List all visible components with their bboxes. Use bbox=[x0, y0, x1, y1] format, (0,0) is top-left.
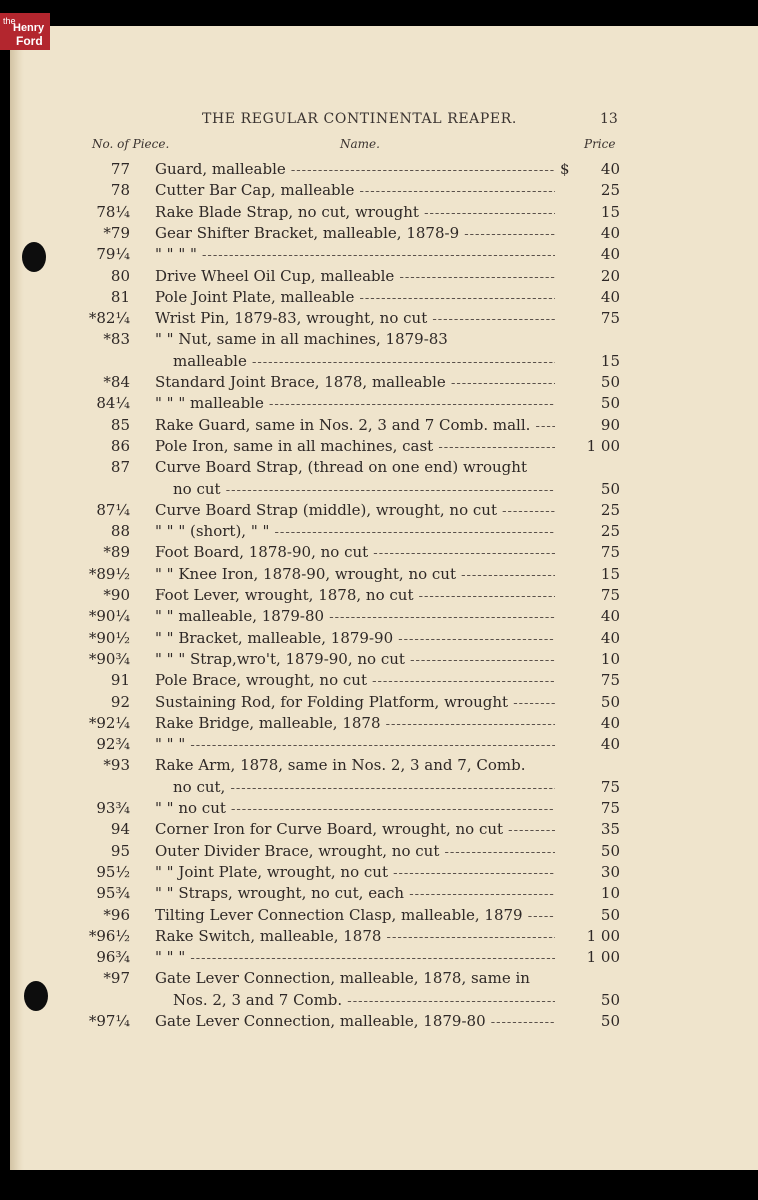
piece-name: Gear Shifter Bracket, malleable, 1878-9 ----- bbox=[155, 224, 555, 242]
piece-name: Pole Iron, same in all machines, cast ----- bbox=[155, 437, 555, 455]
piece-price: 50 bbox=[600, 394, 620, 413]
piece-name: " " " Strap,wro't, 1879-90, no cut ----- bbox=[155, 650, 555, 668]
piece-price: 40 bbox=[600, 628, 620, 647]
piece-name: Gate Lever Connection, malleable, 1878, same in bbox=[155, 969, 530, 988]
piece-name: Corner Iron for Curve Board, wrought, no cut ----- bbox=[155, 820, 555, 838]
piece-name: Curve Board Strap (middle), wrought, no cut ----- bbox=[155, 501, 555, 519]
piece-number: *79 bbox=[103, 223, 130, 242]
piece-name: no cut, ----- bbox=[173, 778, 555, 796]
piece-number: *97¼ bbox=[88, 1012, 130, 1030]
henry-ford-logo: the Henry Ford bbox=[0, 13, 50, 50]
piece-name: " " " " ----- bbox=[155, 245, 555, 263]
piece-name: " " " ----- bbox=[155, 735, 555, 753]
piece-price: 75 bbox=[600, 543, 620, 562]
piece-price: 50 bbox=[600, 1012, 620, 1030]
piece-name: Pole Brace, wrought, no cut ----- bbox=[155, 671, 555, 689]
piece-price: 40 bbox=[600, 223, 620, 242]
piece-number: 93¾ bbox=[96, 799, 130, 817]
piece-name: " " Joint Plate, wrought, no cut ----- bbox=[155, 863, 555, 881]
piece-price: 50 bbox=[600, 841, 620, 860]
piece-price: 20 bbox=[600, 266, 620, 285]
piece-price: 15 bbox=[600, 202, 620, 221]
piece-number: 94 bbox=[110, 820, 130, 839]
table-row bbox=[10, 224, 758, 245]
piece-number: *93 bbox=[103, 756, 130, 775]
piece-price: 10 bbox=[600, 884, 620, 903]
table-row bbox=[10, 842, 758, 863]
piece-price: 35 bbox=[600, 820, 620, 839]
piece-name: malleable ----- bbox=[173, 352, 555, 370]
piece-number: 87 bbox=[110, 458, 130, 477]
piece-number: *96 bbox=[103, 905, 130, 924]
table-row bbox=[10, 607, 758, 628]
piece-name: Foot Board, 1878-90, no cut ----- bbox=[155, 543, 555, 561]
table-row bbox=[10, 203, 758, 224]
table-row bbox=[10, 309, 758, 330]
piece-number: 79¼ bbox=[96, 245, 130, 264]
piece-price: 25 bbox=[600, 522, 620, 541]
piece-number: *90¼ bbox=[88, 607, 130, 626]
table-row bbox=[10, 735, 758, 756]
piece-name: Rake Bridge, malleable, 1878 ----- bbox=[155, 714, 555, 732]
table-row bbox=[10, 437, 758, 458]
table-row bbox=[10, 820, 758, 841]
piece-name: Cutter Bar Cap, malleable ----- bbox=[155, 181, 555, 199]
piece-number: 95¾ bbox=[96, 884, 130, 903]
table-row bbox=[10, 501, 758, 522]
piece-number: 77 bbox=[110, 160, 130, 178]
piece-price: 15 bbox=[600, 351, 620, 370]
table-row bbox=[10, 565, 758, 586]
table-row bbox=[10, 948, 758, 969]
piece-number: 96¾ bbox=[96, 948, 130, 967]
piece-number: *89½ bbox=[88, 564, 130, 583]
piece-number: 81 bbox=[110, 287, 130, 306]
table-row bbox=[10, 267, 758, 288]
piece-price: 40 bbox=[600, 287, 620, 306]
piece-number: 92 bbox=[110, 692, 130, 711]
table-row bbox=[10, 160, 758, 181]
piece-number: *84 bbox=[103, 373, 130, 391]
table-row bbox=[10, 629, 758, 650]
piece-name: no cut ----- bbox=[173, 480, 555, 498]
piece-price: 75 bbox=[600, 309, 620, 328]
piece-number: 80 bbox=[110, 266, 130, 285]
piece-price: 50 bbox=[600, 373, 620, 391]
table-row bbox=[10, 969, 758, 990]
table-row bbox=[10, 181, 758, 202]
piece-name: " " no cut ----- bbox=[155, 799, 555, 817]
piece-name: Guard, malleable ----- bbox=[155, 160, 555, 178]
piece-number: 92¾ bbox=[96, 735, 130, 754]
table-row bbox=[10, 458, 758, 479]
piece-name: Rake Arm, 1878, same in Nos. 2, 3 and 7, Comb. bbox=[155, 756, 526, 775]
piece-name: " " " (short), " " ----- bbox=[155, 522, 555, 540]
piece-number: 84¼ bbox=[96, 394, 130, 413]
table-row bbox=[10, 714, 758, 735]
table-row bbox=[10, 906, 758, 927]
piece-price: 40 bbox=[600, 713, 620, 732]
piece-price: 75 bbox=[600, 799, 620, 817]
table-row bbox=[10, 522, 758, 543]
piece-price: 40 bbox=[600, 160, 620, 178]
piece-price: 75 bbox=[600, 586, 620, 604]
piece-name: Rake Guard, same in Nos. 2, 3 and 7 Comb. mall. ----- bbox=[155, 416, 555, 434]
piece-price: 50 bbox=[600, 479, 620, 498]
piece-number: 88 bbox=[110, 522, 130, 541]
piece-number: *90 bbox=[103, 586, 130, 604]
piece-price: 50 bbox=[600, 692, 620, 711]
table-row bbox=[10, 693, 758, 714]
piece-name: Rake Switch, malleable, 1878 ----- bbox=[155, 927, 555, 945]
piece-name: Tilting Lever Connection Clasp, malleable, 1879 ----- bbox=[155, 906, 555, 924]
piece-number: 86 bbox=[110, 436, 130, 455]
piece-number: *97 bbox=[103, 969, 130, 988]
table-row bbox=[10, 1012, 758, 1033]
table-row bbox=[10, 288, 758, 309]
table-row bbox=[10, 863, 758, 884]
piece-name: " " " ----- bbox=[155, 948, 555, 966]
piece-name: " " Bracket, malleable, 1879-90 ----- bbox=[155, 629, 555, 647]
piece-price: 25 bbox=[600, 181, 620, 200]
piece-price: 10 bbox=[600, 649, 620, 668]
piece-price: 1 00 bbox=[586, 948, 620, 967]
piece-number: *92¼ bbox=[88, 713, 130, 732]
piece-price: 50 bbox=[600, 905, 620, 924]
piece-name: Pole Joint Plate, malleable ----- bbox=[155, 288, 555, 306]
piece-number: 78 bbox=[110, 181, 130, 200]
column-header-price: Price bbox=[584, 137, 616, 151]
running-head: THE REGULAR CONTINENTAL REAPER. bbox=[202, 111, 517, 127]
table-row bbox=[10, 756, 758, 777]
catalog-page bbox=[10, 26, 758, 1170]
piece-name: " " Nut, same in all machines, 1879-83 bbox=[155, 330, 448, 349]
piece-number: 85 bbox=[110, 415, 130, 434]
table-row bbox=[10, 884, 758, 905]
table-row bbox=[10, 671, 758, 692]
piece-number: 78¼ bbox=[96, 202, 130, 221]
piece-number: *89 bbox=[103, 543, 130, 562]
piece-name: Rake Blade Strap, no cut, wrought ----- bbox=[155, 203, 555, 221]
piece-name: Standard Joint Brace, 1878, malleable ----- bbox=[155, 373, 555, 391]
piece-price: 30 bbox=[600, 862, 620, 881]
table-row bbox=[10, 650, 758, 671]
table-row bbox=[10, 927, 758, 948]
piece-name: Wrist Pin, 1879-83, wrought, no cut ----- bbox=[155, 309, 555, 327]
piece-price: 1 00 bbox=[586, 436, 620, 455]
table-row bbox=[10, 245, 758, 266]
table-row bbox=[10, 394, 758, 415]
table-row bbox=[10, 991, 758, 1012]
piece-number: 95½ bbox=[96, 862, 130, 881]
table-row bbox=[10, 373, 758, 394]
table-row bbox=[10, 543, 758, 564]
piece-name: " " Knee Iron, 1878-90, wrought, no cut ----- bbox=[155, 565, 555, 583]
column-header-no: No. of Piece. bbox=[92, 137, 170, 151]
dollar-sign: $ bbox=[560, 160, 570, 178]
piece-price: 40 bbox=[600, 245, 620, 264]
piece-price: 15 bbox=[600, 564, 620, 583]
piece-price: 75 bbox=[600, 671, 620, 690]
column-header-name: Name. bbox=[340, 137, 380, 151]
piece-price: 40 bbox=[600, 735, 620, 754]
piece-number: 95 bbox=[110, 841, 130, 860]
piece-name: " " " malleable ----- bbox=[155, 394, 555, 412]
piece-number: *90¾ bbox=[88, 649, 130, 668]
table-row bbox=[10, 480, 758, 501]
piece-number: 87¼ bbox=[96, 500, 130, 519]
page-number: 13 bbox=[600, 111, 618, 127]
piece-name: Nos. 2, 3 and 7 Comb. ----- bbox=[173, 991, 555, 1009]
table-row bbox=[10, 416, 758, 437]
piece-number: *96½ bbox=[88, 926, 130, 945]
piece-name: Sustaining Rod, for Folding Platform, wrought ----- bbox=[155, 693, 555, 711]
piece-name: Outer Divider Brace, wrought, no cut ----- bbox=[155, 842, 555, 860]
piece-name: Curve Board Strap, (thread on one end) wrought bbox=[155, 458, 527, 477]
table-row bbox=[10, 778, 758, 799]
table-row bbox=[10, 799, 758, 820]
piece-number: *90½ bbox=[88, 628, 130, 647]
piece-name: Gate Lever Connection, malleable, 1879-80 ----- bbox=[155, 1012, 555, 1030]
piece-price: 90 bbox=[600, 415, 620, 434]
table-row bbox=[10, 330, 758, 351]
piece-name: Drive Wheel Oil Cup, malleable ----- bbox=[155, 267, 555, 285]
piece-price: 50 bbox=[600, 990, 620, 1009]
piece-price: 1 00 bbox=[586, 926, 620, 945]
piece-price: 40 bbox=[600, 607, 620, 626]
piece-name: " " malleable, 1879-80 ----- bbox=[155, 607, 555, 625]
piece-number: 91 bbox=[110, 671, 130, 690]
piece-number: *82¼ bbox=[88, 309, 130, 328]
piece-price: 25 bbox=[600, 500, 620, 519]
table-row bbox=[10, 586, 758, 607]
piece-name: " " Straps, wrought, no cut, each ----- bbox=[155, 884, 555, 902]
table-row bbox=[10, 352, 758, 373]
piece-price: 75 bbox=[600, 777, 620, 796]
piece-name: Foot Lever, wrought, 1878, no cut ----- bbox=[155, 586, 555, 604]
piece-number: *83 bbox=[103, 330, 130, 349]
